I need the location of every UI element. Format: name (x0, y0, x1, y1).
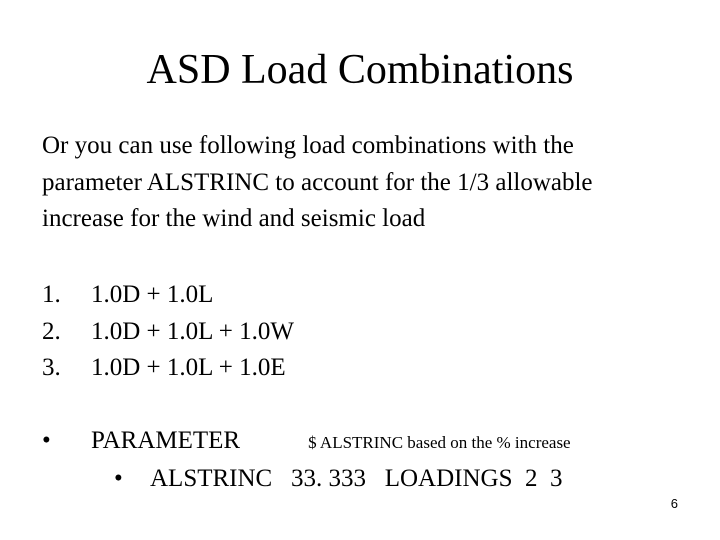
parameter-comment: $ ALSTRINC based on the % increase (308, 433, 571, 452)
parameter-line (42, 425, 571, 459)
slide-title: ASD Load Combinations (146, 47, 574, 93)
list-item-formula: 1.0D + 1.0L + 1.0E (91, 354, 286, 381)
list-item (42, 350, 682, 387)
list-item (42, 277, 682, 314)
intro-line: Or you can use following load combinations with the (42, 132, 574, 159)
alstrinc-command: ALSTRINC 33. 333 LOADINGS 2 3 (150, 465, 563, 492)
intro-line: parameter ALSTRINC to account for the 1/3 allowable (42, 168, 593, 196)
bullet-icon: • (42, 427, 51, 454)
parameter-command: PARAMETER (91, 427, 241, 454)
list-item-number: 3. (42, 354, 61, 381)
list-item-number: 2. (42, 317, 61, 345)
list-item-number: 1. (42, 281, 61, 308)
list-item-formula: 1.0D + 1.0L + 1.0W (91, 317, 294, 345)
alstrinc-line (114, 463, 563, 495)
list-item-formula: 1.0D + 1.0L (91, 281, 214, 308)
bullet-icon: • (114, 465, 123, 492)
load-combination-list (42, 277, 682, 387)
intro-line: increase for the wind and seismic load (42, 205, 426, 232)
page-number: 6 (670, 496, 678, 511)
intro-paragraph (42, 128, 702, 238)
list-item (42, 314, 682, 351)
